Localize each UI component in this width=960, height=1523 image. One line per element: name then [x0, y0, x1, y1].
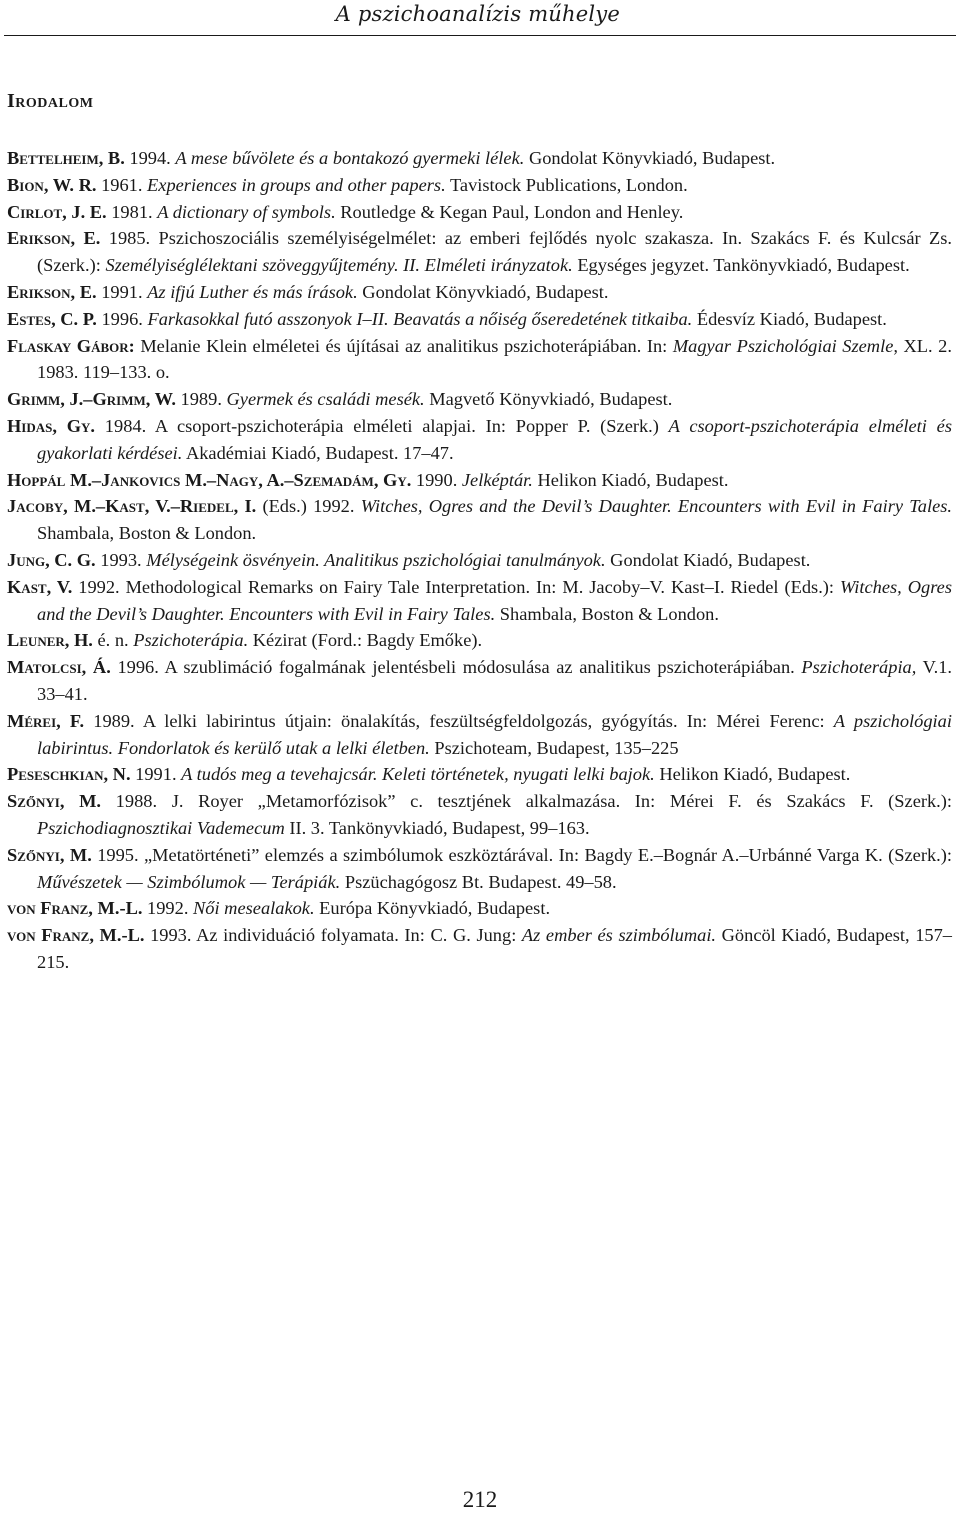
running-title: A pszichoanalízis műhelye: [335, 2, 620, 26]
reference-text: 1990.: [411, 469, 462, 490]
reference-author: Bion, W. R.: [7, 174, 97, 195]
reference-author: von Franz, M.-L.: [7, 898, 143, 919]
reference-text: Pszüchagógosz Bt. Budapest. 49–58.: [340, 871, 617, 892]
reference-entry: [7, 574, 952, 628]
reference-entry: [7, 708, 952, 762]
reference-text: Gondolat Könyvkiadó, Budapest.: [524, 148, 776, 168]
reference-text: Helikon Kiadó, Budapest.: [654, 764, 851, 785]
reference-author: Erikson, E.: [7, 228, 101, 249]
reference-title: Farkasokkal futó asszonyok I–II. Beavatás a nőiség őseredetének titkaiba.: [147, 308, 693, 329]
reference-text: 1995. „Metatörténeti” elemzés a szimbólumok eszköztárával. In: Bagdy E.–Bognár A.–Urbánné Varga K. (Szerk.):: [91, 844, 952, 865]
reference-entry: [7, 145, 952, 172]
reference-entry: [7, 306, 952, 333]
reference-text: 1993. Az individuáció folyamata. In: C. G. Jung:: [144, 925, 522, 946]
reference-author: Leuner, H.: [7, 630, 93, 651]
reference-text: 1989. A lelki labirintus útjain: önalakítás, feszültségfeldolgozás, gyógyítás. In: Mérei Ferenc:: [84, 710, 834, 731]
reference-text: 1989.: [175, 389, 227, 410]
reference-text: Pszichoteam, Budapest, 135–225: [429, 737, 679, 758]
reference-title: Mélységeink ösvényein. Analitikus pszichológiai tanulmányok.: [146, 549, 606, 570]
reference-entry: [7, 493, 952, 547]
reference-text: Shambala, Boston & London.: [495, 603, 719, 624]
reference-text: Egységes jegyzet. Tankönyvkiadó, Budapest.: [572, 255, 910, 276]
header-rule: [4, 35, 956, 36]
reference-text: 1993.: [95, 549, 147, 570]
reference-text: 1992.: [142, 898, 194, 919]
reference-author: Bettelheim, B.: [7, 148, 125, 168]
reference-text: Kézirat (Ford.: Bagdy Emőke).: [248, 630, 483, 651]
reference-text: 1984. A csoport-pszichoterápia elméleti alapjai. In: Popper P. (Szerk.): [95, 415, 669, 436]
reference-entry: [7, 333, 952, 387]
reference-title: A csoport-pszichoterápia elméleti és gyakorlati kérdései.: [37, 415, 952, 463]
reference-title: Személyiséglélektani szöveggyűjtemény. II. Elméleti irányzatok.: [105, 255, 573, 276]
reference-title: Magyar Pszichológiai Szemle,: [672, 335, 898, 356]
reference-entry: [7, 895, 952, 922]
reference-text: 1988. J. Royer „Metamorfózisok” c. tesztjének alkalmazása. In: Mérei F. és Szakács F. (Szerk.):: [101, 791, 953, 812]
reference-entry: [7, 225, 952, 279]
reference-text: é. n.: [92, 630, 134, 651]
reference-author: Mérei, F.: [7, 710, 85, 731]
reference-title: Pszichodiagnosztikai Vademecum: [37, 817, 285, 838]
reference-title: Experiences in groups and other papers.: [147, 174, 446, 195]
reference-text: Göncöl Kiadó, Budapest, 157–215.: [37, 925, 952, 972]
reference-entry: [7, 761, 952, 788]
reference-text: 1991.: [96, 281, 148, 302]
reference-title: Witches, Ogres and the Devil’s Daughter. Encounters with Evil in Fairy Tales.: [37, 576, 952, 624]
reference-entry: [7, 172, 952, 199]
reference-title: A mese bűvölete és a bontakozó gyermeki lélek.: [175, 148, 525, 168]
reference-title: Művészetek — Szimbólumok — Terápiák.: [37, 871, 341, 892]
reference-entry: [7, 627, 952, 654]
reference-text: 1996.: [96, 308, 148, 329]
reference-text: V.1. 33–41.: [37, 657, 952, 704]
reference-text: 1996. A szublimáció fogalmának jelentésbeli módosulása az analitikus pszichoterápiában.: [110, 657, 802, 678]
reference-entry: [7, 199, 952, 226]
reference-text: (Eds.) 1992.: [256, 496, 361, 517]
reference-author: Hoppál M.–Jankovics M.–Nagy, A.–Szemadám, Gy.: [7, 469, 412, 490]
reference-text: 1985. Pszichoszociális személyiségelmélet: az emberi fejlődés nyolc szakasza. In. Szakács F. és Kulcsár Zs. (Szerk.):: [37, 228, 952, 276]
reference-entry: [7, 922, 952, 976]
reference-text: 1992. Methodological Remarks on Fairy Tale Interpretation. In: M. Jacoby–V. Kast–I. Riedel (Eds.):: [72, 576, 840, 597]
reference-author: Erikson, E.: [7, 281, 97, 302]
reference-author: Kast, V.: [7, 576, 73, 597]
reference-text: Magvető Könyvkiadó, Budapest.: [424, 389, 673, 410]
reference-author: Szőnyi, M.: [7, 791, 102, 812]
reference-title: Női mesealakok.: [193, 898, 315, 919]
reference-entry: [7, 788, 952, 842]
reference-entry: [7, 386, 952, 413]
reference-title: Witches, Ogres and the Devil’s Daughter. Encounters with Evil in Fairy Tales.: [360, 496, 953, 517]
reference-text: XL. 2. 1983. 119–133. o.: [37, 335, 952, 383]
reference-author: Estes, C. P.: [7, 308, 97, 329]
reference-text: Tavistock Publications, London.: [445, 174, 688, 195]
reference-title: A pszichológiai labirintus. Fondorlatok és kerülő utak a lelki életben.: [37, 710, 952, 758]
reference-list: [7, 145, 952, 976]
reference-title: Az ember és szimbólumai.: [521, 925, 717, 946]
reference-entry: [7, 413, 952, 467]
reference-author: Matolcsi, Á.: [7, 657, 111, 678]
reference-text: Routledge & Kegan Paul, London and Henley.: [335, 201, 684, 222]
reference-entry: [7, 654, 952, 708]
reference-author: Grimm, J.–Grimm, W.: [7, 389, 176, 410]
reference-text: 1981.: [106, 201, 158, 222]
reference-author: Hidas, Gy.: [7, 415, 96, 436]
reference-author: Jacoby, M.–Kast, V.–Riedel, I.: [7, 496, 257, 517]
reference-text: Édesvíz Kiadó, Budapest.: [692, 308, 887, 329]
reference-text: Gondolat Könyvkiadó, Budapest.: [357, 281, 609, 302]
reference-text: 1991.: [130, 764, 182, 785]
reference-entry: [7, 842, 952, 896]
reference-text: Akadémiai Kiadó, Budapest. 17–47.: [182, 442, 454, 463]
page-number: 212: [462, 1487, 498, 1512]
reference-title: Az ifjú Luther és más írások.: [147, 281, 358, 302]
reference-author: Jung, C. G.: [7, 549, 96, 570]
reference-author: von Franz, M.-L.: [7, 925, 145, 946]
reference-author: Szőnyi, M.: [7, 844, 92, 865]
reference-title: Gyermek és családi mesék.: [226, 389, 425, 410]
reference-author: Peseschkian, N.: [7, 764, 131, 785]
reference-author: Cirlot, J. E.: [7, 201, 107, 222]
reference-author: Flaskay Gábor:: [7, 335, 135, 356]
reference-title: A dictionary of symbols.: [157, 201, 336, 222]
reference-text: Gondolat Kiadó, Budapest.: [605, 549, 811, 570]
reference-text: Shambala, Boston & London.: [37, 523, 257, 544]
reference-title: Pszichoterápia,: [801, 657, 917, 678]
reference-text: Helikon Kiadó, Budapest.: [532, 469, 729, 490]
reference-entry: [7, 467, 952, 494]
reference-text: 1961.: [96, 174, 148, 195]
reference-title: A tudós meg a tevehajcsár. Keleti történetek, nyugati lelki bajok.: [181, 764, 655, 785]
reference-text: 1994.: [124, 148, 176, 168]
reference-entry: [7, 547, 952, 574]
section-heading: Irodalom: [7, 90, 94, 112]
reference-text: Európa Könyvkiadó, Budapest.: [314, 898, 551, 919]
reference-title: Jelképtár.: [461, 469, 533, 490]
running-header: [0, 0, 960, 36]
reference-text: II. 3. Tankönyvkiadó, Budapest, 99–163.: [284, 817, 590, 838]
reference-title: Pszichoterápia.: [133, 630, 249, 651]
reference-entry: [7, 279, 952, 306]
reference-text: Melanie Klein elméletei és újításai az analitikus pszichoterápiában. In:: [134, 335, 673, 356]
